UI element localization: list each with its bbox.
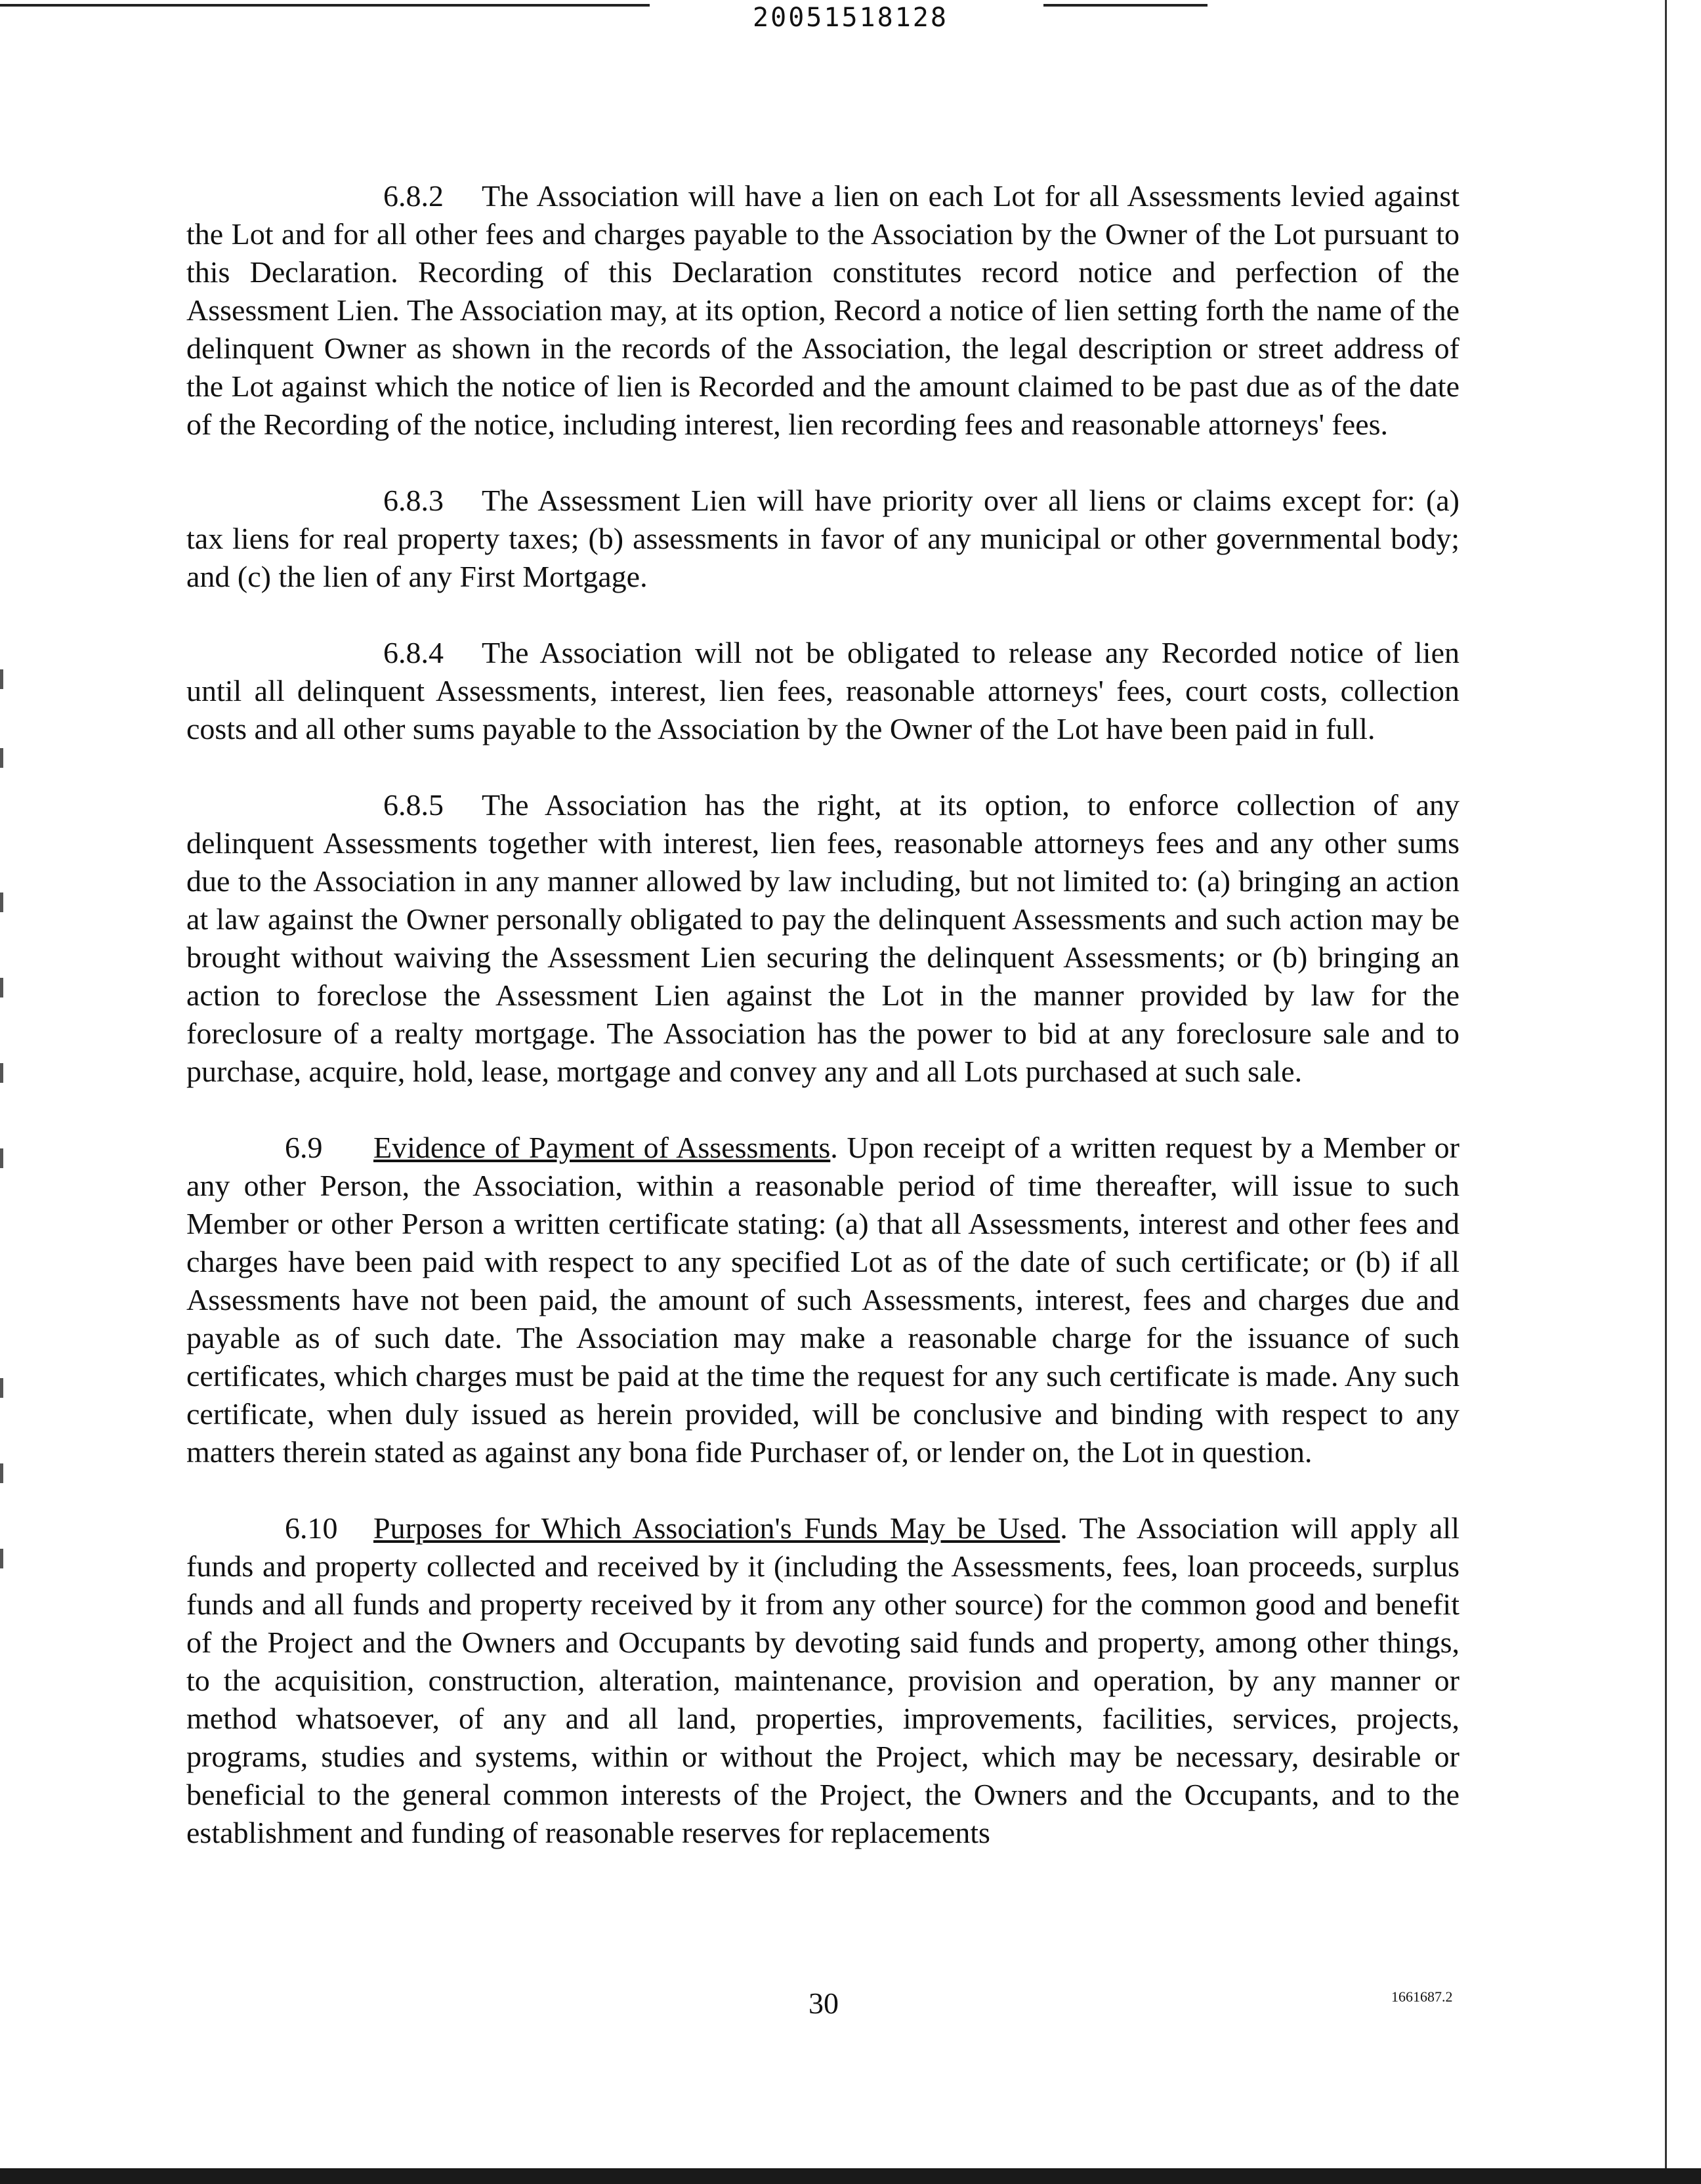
section-number: 6.8.4 (383, 636, 444, 669)
paragraph-6-8-2 (186, 177, 1460, 444)
paragraph-6-8-4 (186, 634, 1460, 748)
paragraph-6-8-5 (186, 786, 1460, 1091)
section-heading: Evidence of Payment of Assessments (373, 1131, 831, 1164)
scan-left-mark (0, 1549, 3, 1568)
section-number: 6.8.5 (383, 788, 444, 822)
section-heading: Purposes for Which Association's Funds May be Used (373, 1511, 1060, 1545)
paragraph-text: The Association will have a lien on each Lot for all Assessments levied against the Lot and for all other fees and charges payable to the Association by the Owner of the Lot pursuant to this Declaration. Recording of this Declaration constitutes record notice and perfection of the Assessment Lien. The Association may, at its option, Record a notice of lien setting forth the name of the delinquent Owner as shown in the records of the Association, the legal description or street address of the Lot against which the notice of lien is Recorded and the amount claimed to be past due as of the date of the Recording of the notice, including interest, lien recording fees and reasonable attorneys' fees. (186, 179, 1460, 441)
section-number: 6.9 (285, 1131, 323, 1164)
scan-left-mark (0, 978, 3, 998)
paragraph-6-10 (186, 1509, 1460, 1852)
scan-left-mark (0, 669, 3, 689)
section-number: 6.10 (285, 1511, 338, 1545)
scan-left-mark (0, 1063, 3, 1083)
section-number: 6.8.2 (383, 179, 444, 213)
paragraph-text: The Assessment Lien will have priority over all liens or claims except for: (a) tax liens for real property taxes; (b) assessments in favor of any municipal or other governmental body; and (c) the lien of any First Mortgage. (186, 484, 1460, 593)
scan-left-mark (0, 892, 3, 912)
recording-number: 20051518128 (753, 3, 948, 33)
scan-left-mark (0, 1148, 3, 1168)
page-number: 30 (808, 1986, 839, 2020)
scan-right-edge (1665, 0, 1701, 2172)
document-reference: 1661687.2 (1391, 1988, 1453, 2005)
paragraph-text: . Upon receipt of a written request by a Member or any other Person, the Association, within a reasonable period of time thereafter, will issue to such Member or other Person a written certificate stating: (a) that all Assessments, interest and other fees and charges have been paid with respect to any specified Lot as of the date of such certificate; or (b) if all Assessments have not been paid, the amount of such Assessments, interest, fees and charges due and payable as of such date. The Association may make a reasonable charge for the issuance of such certificates, which charges must be paid at the time the request for any such certificate is made. Any such certificate, when duly issued as herein provided, will be conclusive and binding with respect to any matters therein stated as against any bona fide Purchaser of, or lender on, the Lot in question. (186, 1131, 1460, 1469)
paragraph-text: The Association will not be obligated to release any Recorded notice of lien until all delinquent Assessments, interest, lien fees, reasonable attorneys' fees, court costs, collection costs and all other sums payable to the Association by the Owner of the Lot have been paid in full. (186, 636, 1460, 746)
paragraph-6-8-3 (186, 482, 1460, 596)
document-body (186, 177, 1460, 1890)
paragraph-6-9 (186, 1129, 1460, 1471)
paragraph-text: . The Association will apply all funds and property collected and received by it (including the Assessments, fees, loan proceeds, surplus funds and all funds and property received by it from any other source) for the common good and benefit of the Project and the Owners and Occupants by devoting said funds and property, among other things, to the acquisition, construction, alteration, maintenance, provision and operation, by any manner or method whatsoever, of any and all land, properties, improvements, facilities, services, projects, programs, studies and systems, within or without the Project, which may be necessary, desirable or beneficial to the general common interests of the Project, the Owners and the Occupants, and to the establishment and funding of reasonable reserves for replacements (186, 1511, 1460, 1849)
paragraph-text: The Association has the right, at its option, to enforce collection of any delinquent Assessments together with interest, lien fees, reasonable attorneys fees and any other sums due to the Association in any manner allowed by law including, but not limited to: (a) bringing an action at law against the Owner personally obligated to pay the delinquent Assessments and such action may be brought without waiving the Assessment Lien securing the delinquent Assessments; or (b) bringing an action to foreclose the Assessment Lien against the Lot in the manner provided by law for the foreclosure of a realty mortgage. The Association has the power to bid at any foreclosure sale and to purchase, acquire, hold, lease, mortgage and convey any and all Lots purchased at such sale. (186, 788, 1460, 1088)
scan-bottom-edge (0, 2168, 1701, 2184)
scan-left-mark (0, 748, 3, 768)
section-number: 6.8.3 (383, 484, 444, 517)
scan-left-mark (0, 1378, 3, 1398)
scan-left-mark (0, 1463, 3, 1483)
